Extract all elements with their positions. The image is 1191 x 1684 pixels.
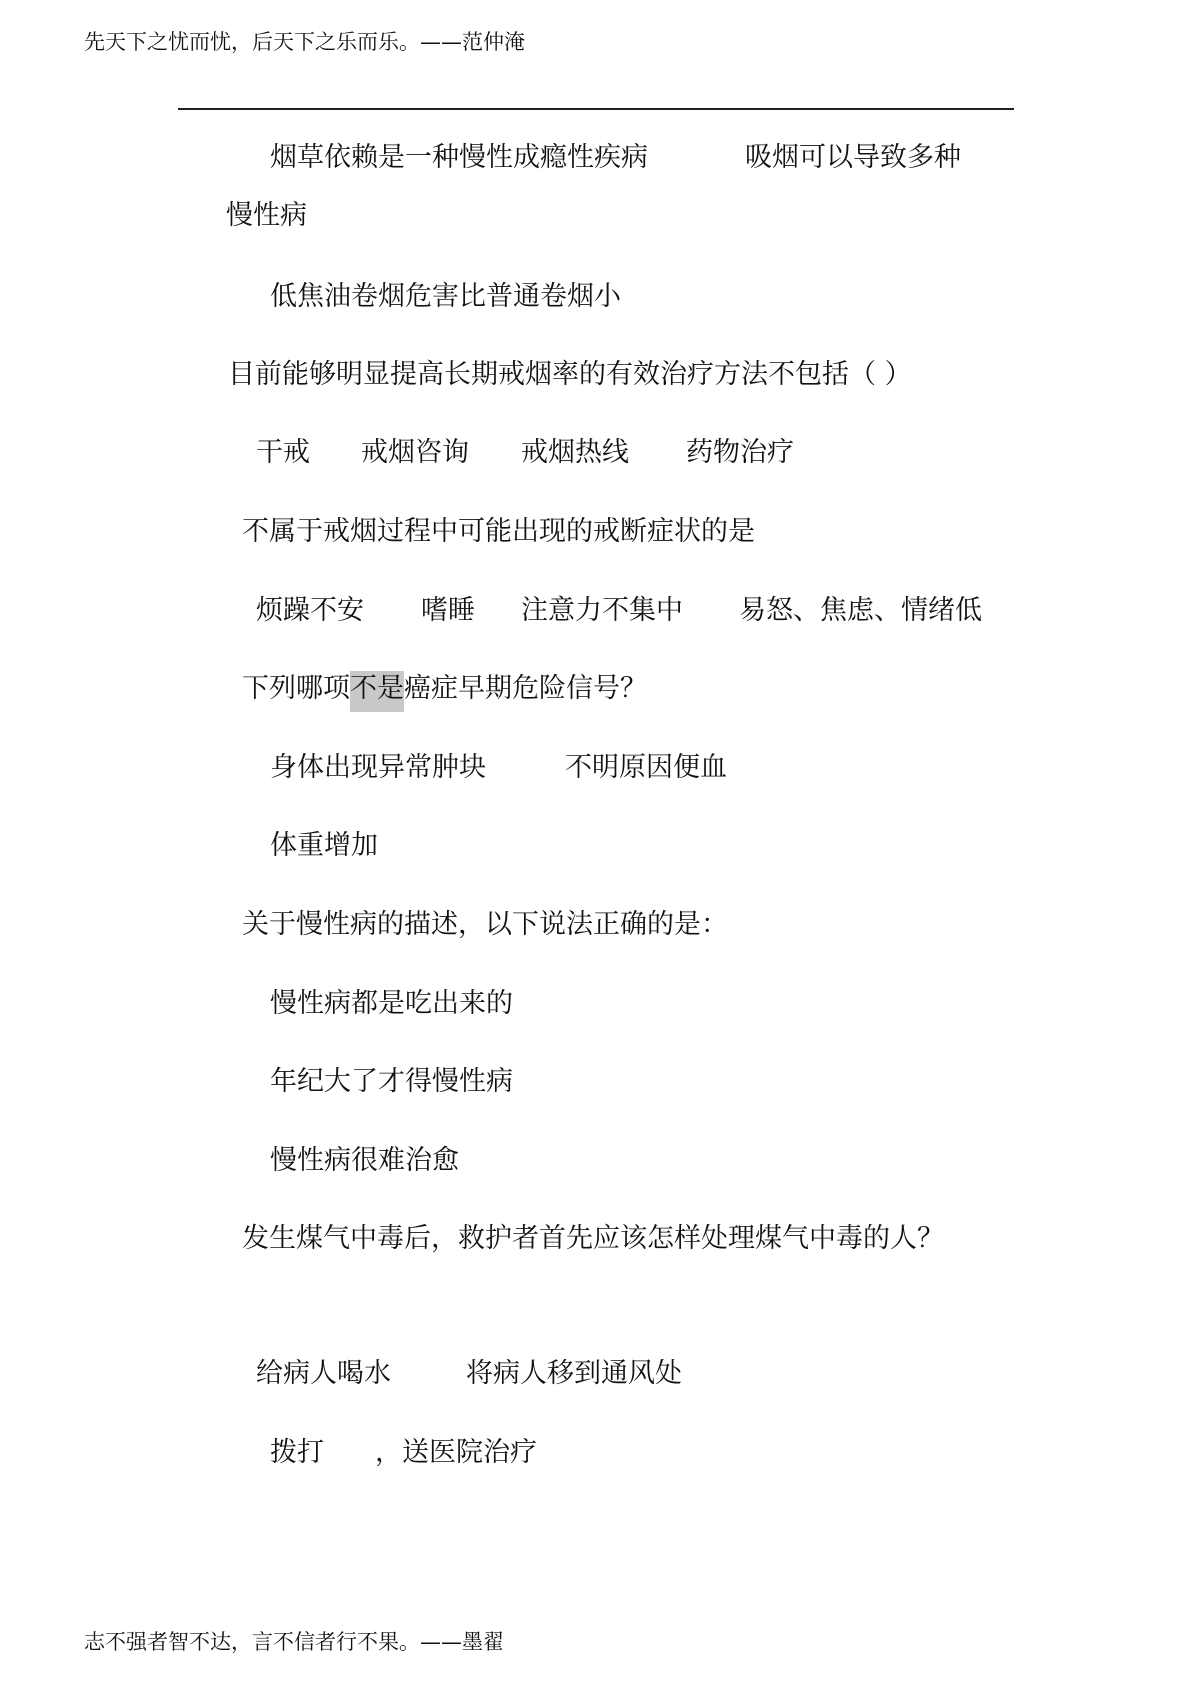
- question-2-text: 目前能够明显提高长期戒烟率的有效治疗方法不包括（ ）: [228, 359, 912, 390]
- q4-text-before: 下列哪项: [242, 673, 350, 704]
- q5-option-2: 年纪大了才得慢性病: [270, 1066, 513, 1097]
- footer-quote: 志不强者智不达，言不信者行不果。——墨翟: [84, 1630, 504, 1654]
- q3-option-1: 烦躁不安: [256, 595, 364, 626]
- q4-option-2: 不明原因便血: [565, 752, 727, 783]
- q2-option-2: 戒烟咨询: [361, 437, 469, 468]
- q6-option-1: 给病人喝水: [256, 1358, 391, 1389]
- q6-option-3-part-2: ，送医院治疗: [375, 1437, 537, 1468]
- q4-option-1: 身体出现异常肿块: [270, 752, 486, 783]
- q6-option-2: 将病人移到通风处: [466, 1358, 682, 1389]
- q2-option-4: 药物治疗: [686, 437, 794, 468]
- q3-option-2: 嗜睡: [421, 595, 475, 626]
- q2-option-3: 戒烟热线: [521, 437, 629, 468]
- q5-option-3: 慢性病很难治愈: [270, 1145, 459, 1176]
- question-4-text: [242, 671, 647, 707]
- q1-line-2: 慢性病: [226, 200, 307, 231]
- q2-option-1: 干戒: [256, 437, 310, 468]
- q4-highlighted-word: 不是: [350, 671, 404, 712]
- q5-option-1: 慢性病都是吃出来的: [270, 988, 513, 1019]
- q3-option-4: 易怒、焦虑、情绪低: [739, 595, 982, 626]
- q1-statement-c: 低焦油卷烟危害比普通卷烟小: [270, 281, 621, 312]
- q3-option-3: 注意力不集中: [521, 595, 683, 626]
- header-divider: [178, 108, 1014, 110]
- q4-text-after: 癌症早期危险信号？: [404, 673, 647, 704]
- q6-option-3-part-1: 拨打: [270, 1437, 324, 1468]
- q1-statement-b: 吸烟可以导致多种: [745, 142, 961, 173]
- q1-statement-a: 烟草依赖是一种慢性成瘾性疾病: [270, 142, 648, 173]
- question-5-text: 关于慢性病的描述，以下说法正确的是：: [242, 909, 728, 940]
- header-quote: 先天下之忧而忧，后天下之乐而乐。——范仲淹: [84, 30, 525, 54]
- question-6-text: 发生煤气中毒后，救护者首先应该怎样处理煤气中毒的人？: [242, 1223, 944, 1254]
- question-3-text: 不属于戒烟过程中可能出现的戒断症状的是: [242, 516, 755, 547]
- q4-option-3: 体重增加: [270, 830, 378, 861]
